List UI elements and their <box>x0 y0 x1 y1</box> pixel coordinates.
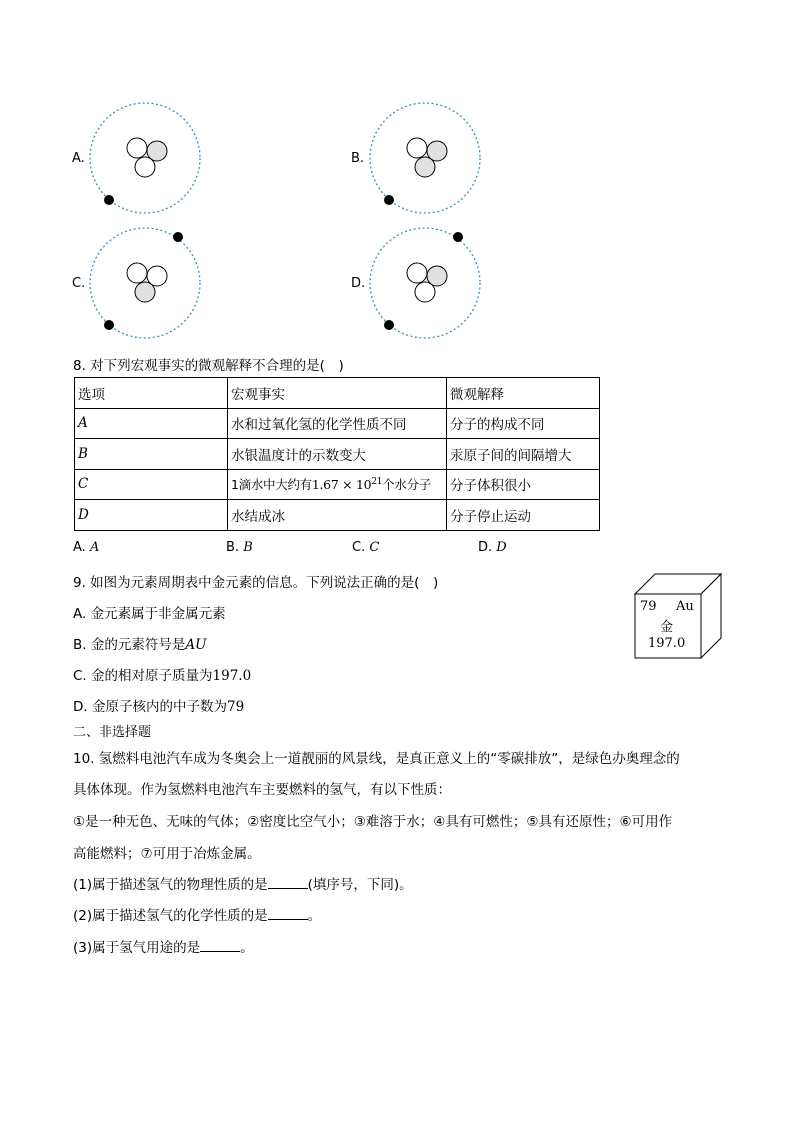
table-header-row <box>75 378 600 409</box>
atom-model-b <box>364 98 488 222</box>
answer-option-c[interactable]: C. C <box>352 540 380 555</box>
answer-blank[interactable] <box>268 907 308 920</box>
row-fact: 水和过氧化氢的化学性质不同 <box>228 408 447 439</box>
option-d-label: D. <box>351 276 366 291</box>
q9-option-d[interactable]: D. 金原子核内的中子数为79 <box>73 699 245 715</box>
atom-model-a <box>84 98 208 222</box>
row-option: B <box>75 439 228 470</box>
element-atomic-mass: 197.0 <box>648 636 686 651</box>
fact-exponent: 21 <box>371 477 383 488</box>
element-atomic-number: 79 <box>640 599 657 614</box>
header-option: 选项 <box>75 378 228 409</box>
q10-line-2: 具体体现。作为氢燃料电池汽车主要燃料的氢气，有以下性质： <box>73 782 451 798</box>
answer-option-a[interactable]: A. A <box>73 540 100 555</box>
fact-text-post: 个水分子 <box>382 477 431 493</box>
answer-blank[interactable] <box>268 876 308 889</box>
element-name: 金 <box>660 620 674 635</box>
element-symbol: Au <box>676 599 694 614</box>
q10-line-4: 高能燃料；⑦可用于冶炼金属。 <box>73 846 261 862</box>
row-fact: 水结成冰 <box>228 500 447 531</box>
q9-option-b[interactable]: B. 金的元素符号是AU <box>73 637 207 653</box>
row-explanation: 汞原子间的间隔增大 <box>447 439 600 470</box>
atom-model-c <box>84 223 208 347</box>
element-card-gold <box>634 573 724 659</box>
option-c-label: C. <box>72 276 86 291</box>
q8-table <box>74 377 600 531</box>
q9-stem: 9. 如图为元素周期表中金元素的信息。下列说法正确的是( ) <box>73 575 439 591</box>
row-fact: 水银温度计的示数变大 <box>228 439 447 470</box>
header-explanation: 微观解释 <box>447 378 600 409</box>
table-row <box>75 469 600 500</box>
row-explanation: 分子体积很小 <box>447 469 600 500</box>
answer-option-b[interactable]: B. B <box>226 540 253 555</box>
option-b-label: B. <box>351 151 365 166</box>
q10-sub-3: (3)属于氢气用途的是 。 <box>73 940 254 956</box>
section-heading: 二、非选择题 <box>73 725 152 740</box>
option-a-label: A. <box>72 151 85 166</box>
row-option: D <box>75 500 228 531</box>
q8-stem: 8. 对下列宏观事实的微观解释不合理的是( ) <box>73 358 344 374</box>
row-option: C <box>75 469 228 500</box>
q9-option-a[interactable]: A. 金元素属于非金属元素 <box>73 606 226 622</box>
row-explanation: 分子的构成不同 <box>447 408 600 439</box>
row-option: A <box>75 408 228 439</box>
answer-blank[interactable] <box>200 939 240 952</box>
q10-sub-1: (1)属于描述氢气的物理性质的是 (填序号，下同)。 <box>73 877 413 893</box>
header-fact: 宏观事实 <box>228 378 447 409</box>
table-row <box>75 500 600 531</box>
q10-line-3: ①是一种无色、无味的气体；②密度比空气小；③难溶于水；④具有可燃性；⑤具有还原性；⑥可用作 <box>73 814 673 830</box>
answer-option-d[interactable]: D. D <box>478 540 507 555</box>
fact-text-pre: 1滴水中大约有 <box>231 477 312 493</box>
q10-line-1: 10. 氢燃料电池汽车成为冬奥会上一道靓丽的风景线，是真正意义上的“零碳排放”，是绿色办奥理念的 <box>73 751 680 767</box>
row-explanation: 分子停止运动 <box>447 500 600 531</box>
atom-model-d <box>364 223 488 347</box>
table-row <box>75 408 600 439</box>
row-fact <box>228 469 447 500</box>
q9-option-c[interactable]: C. 金的相对原子质量为197.0 <box>73 668 252 684</box>
fact-number: 1.67 × 10 <box>311 477 372 493</box>
table-row <box>75 439 600 470</box>
q10-sub-2: (2)属于描述氢气的化学性质的是 。 <box>73 908 322 924</box>
